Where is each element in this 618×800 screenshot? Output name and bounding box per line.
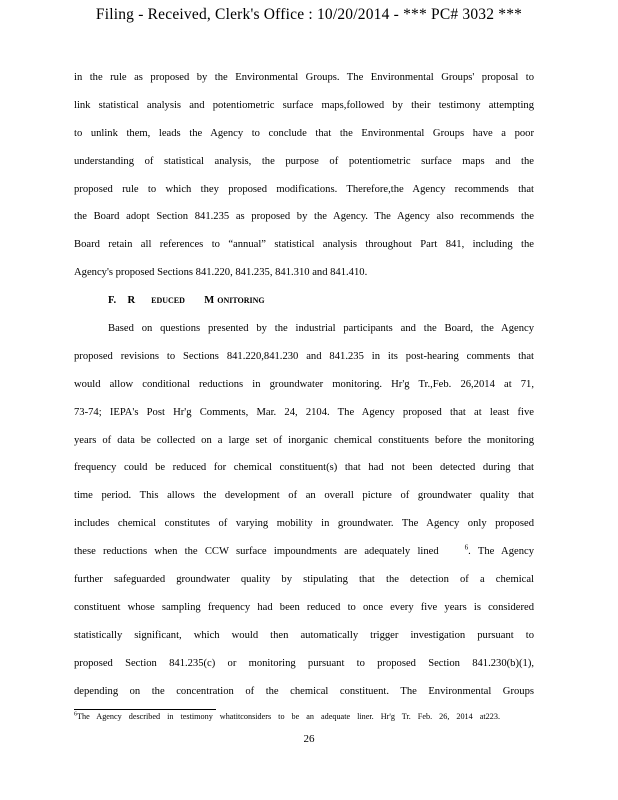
text-line xyxy=(74,542,534,570)
heading-initial: R xyxy=(127,295,136,307)
text-line: proposed Section 841.235(c) or monitoring pursuant to proposed Section 841.230(b)(1), xyxy=(74,657,534,669)
text-line: would allow conditional reductions in groundwater monitoring. Hr'g Tr.,Feb. 26,2014 at 71, xyxy=(74,378,534,390)
paragraph-1 xyxy=(74,68,534,291)
text-line: years of data be collected on a large set of inorganic chemical constituents before the monitoring xyxy=(74,434,534,446)
footnote-reference[interactable]: 6 xyxy=(464,543,469,552)
heading-initial: M xyxy=(204,295,215,307)
text-line: link statistical analysis and potentiometric surface maps,followed by their testimony attempting xyxy=(74,99,534,111)
text-line: statistically significant, which would then automatically trigger investigation pursuant to xyxy=(74,629,534,641)
text-line: proposed revisions to Sections 841.220,841.230 and 841.235 in its post-hearing comments that xyxy=(74,350,534,362)
text-line: time period. This allows the development of an overall picture of groundwater quality that xyxy=(74,490,534,502)
footnote-marker: 6 xyxy=(74,711,77,718)
text-line: proposed rule to which they proposed modifications. Therefore,the Agency recommends that xyxy=(74,183,534,195)
footnote-text: The Agency described in testimony whatitconsiders to be an adequate liner. Hr'g Tr. Feb. 26, 2014 at223. xyxy=(77,712,500,721)
document-body xyxy=(74,68,534,709)
footnote xyxy=(74,712,500,721)
text-line: Board retain all references to “annual” statistical analysis throughout Part 841, including the xyxy=(74,239,534,251)
heading-small-caps: ONITORING xyxy=(217,296,265,306)
text-line: Based on questions presented by the industrial participants and the Board, the Agency xyxy=(108,323,534,335)
page-number: 26 xyxy=(303,733,315,745)
text-line: constituent whose sampling frequency had been reduced to once every five years is considered xyxy=(74,601,534,613)
text-line: further safeguarded groundwater quality by stipulating that the detection of a chemical xyxy=(74,574,534,586)
text-line: Agency's proposed Sections 841.220, 841.235, 841.310 and 841.410. xyxy=(74,267,368,279)
text-line: in the rule as proposed by the Environmental Groups. The Environmental Groups' proposal to xyxy=(74,72,534,83)
text-line: the Board adopt Section 841.235 as proposed by the Agency. The Agency also recommends the xyxy=(74,211,534,223)
footnote-divider xyxy=(74,709,216,710)
text-line: frequency could be reduced for chemical constituent(s) that had not been detected during that xyxy=(74,462,534,474)
text-line: includes chemical constitutes of varying mobility in groundwater. The Agency only proposed xyxy=(74,518,534,530)
section-heading xyxy=(74,291,534,319)
heading-small-caps: EDUCED xyxy=(151,296,185,306)
line-text: . The Agency xyxy=(468,546,534,558)
text-line: depending on the concentration of the chemical constituent. The Environmental Groups xyxy=(74,685,534,697)
line-text: these reductions when the CCW surface impoundments are adequately lined xyxy=(74,546,439,558)
text-line: understanding of statistical analysis, the purpose of potentiometric surface maps and the xyxy=(74,155,534,167)
paragraph-2 xyxy=(74,319,534,709)
text-line: to unlink them, leads the Agency to conclude that the Environmental Groups have a poor xyxy=(74,127,534,139)
text-line: 73-74; IEPA's Post Hr'g Comments, Mar. 24, 2104. The Agency proposed that at least five xyxy=(74,406,534,418)
section-number: F. xyxy=(108,295,117,307)
filing-header: Filing - Received, Clerk's Office : 10/20/2014 - *** PC# 3032 *** xyxy=(95,6,523,23)
